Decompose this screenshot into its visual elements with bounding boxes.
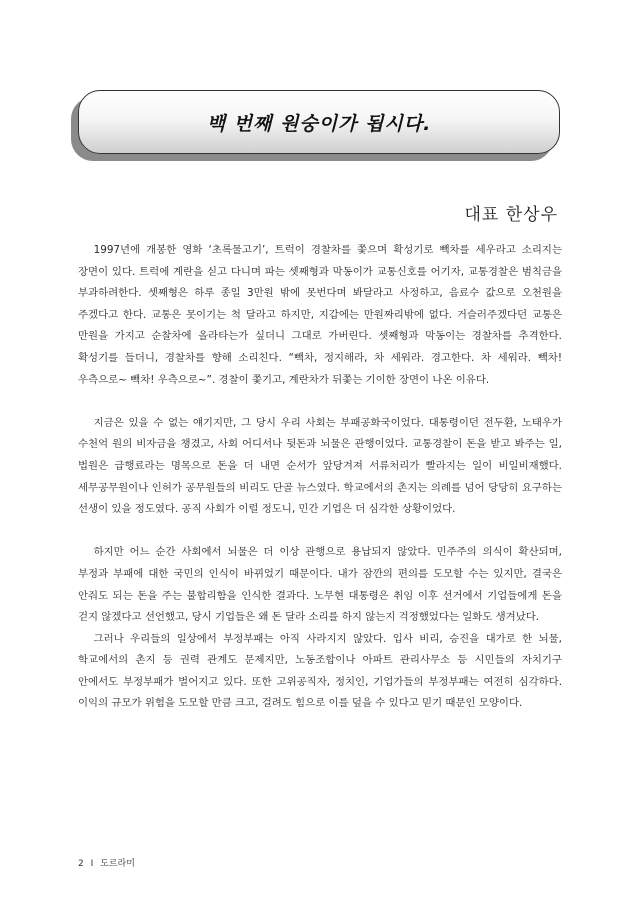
page-footer <box>78 856 139 869</box>
page-number: 2 <box>78 859 84 869</box>
footer-separator: I <box>90 859 94 869</box>
publication-name: 도르라미 <box>100 859 135 869</box>
paragraph-2: 지금은 있을 수 없는 얘기지만, 그 당시 우리 사회는 부패공화국이었다. 대통령이던 전두환, 노태우가 수천억 원의 비자금을 챙겼고, 사회 어디서나 뒷돈과 뇌물은 관행이었다. 교통경찰이 돈을 받고 봐주는 일, 법원은 급행료라는 명목으로 돈을 더 내면 순서가 앞당겨져 서류처리가 빨라지는 일이 비일비재했다. 세무공무원이나 인허가 공무원들의 비리도 단골 뉴스였다. 학교에서의 촌지는 의례를 넘어 당당히 요구하는 선생이 있을 정도였다. 공직 사회가 이럴 정도니, 민간 기업은 더 심각한 상황이었다. <box>78 416 562 516</box>
paragraph-1: 1997년에 개봉한 영화 ‘초록물고기’, 트럭이 경찰차를 쫓으며 확성기로 빽차를 세우라고 소리지는 장면이 있다. 트럭에 계란을 싣고 다니며 파는 셋째형과 막동이가 교통신호를 어기자, 교통경찰은 범칙금을 부과하려한다. 셋째형은 하루 종일 3만원 밖에 못번다며 봐달라고 사정하고, 음료수 값으로 오천원을 주겠다고 한다. 교통은 못이기는 척 달라고 하지만, 지갑에는 만원짜리밖에 없다. 거슬러주겠다던 교통은 만원을 가지고 순찰차에 올라타는가 싶더니 그대로 가버린다. 셋째형과 막동이는 경찰차를 추격한다. 확성기를 들더니, 경찰차를 향해 소리친다. “빽차, 정지해라, 차 세워라. 경고한다. 차 세워라. 빽차! 우측으로~ 빽차! 우측으로~”. 경찰이 쫓기고, 계란차가 뒤쫓는 기이한 장면이 나온 이유다. <box>78 244 562 386</box>
paragraph-4: 그러나 우리들의 일상에서 부정부패는 아직 사라지지 않았다. 입사 비리, 승진을 대가로 한 뇌물, 학교에서의 촌지 등 권력 관계도 문제지만, 노동조합이나 아파트 관리사무소 등 시민들의 자치기구 안에서도 부정부패가 벌어지고 있다. 또한 고위공직자, 정치인, 기업가들의 부정부패는 여전히 심각하다. 이익의 규모가 위험을 도모할 만큼 크고, 걸려도 힘으로 이를 덮을 수 있다고 믿기 때문인 모양이다. <box>78 632 562 710</box>
paragraph-3: 하지만 어느 순간 사회에서 뇌물은 더 이상 관행으로 용납되지 않았다. 민주주의 의식이 확산되며, 부정과 부패에 대한 국민의 인식이 바뀌었기 때문이다. 내가 잠깐의 편의를 도모할 수는 있지만, 결국은 안줘도 되는 돈을 주는 불합리함을 인식한 결과다. 노무현 대통령은 취임 이후 선거에서 기업들에게 돈을 걷지 않겠다고 선언했고, 당시 기업들은 왜 돈 달라 소리를 하지 않는지 걱정했었다는 일화도 생겨났다. <box>78 546 562 624</box>
article-body <box>78 240 562 715</box>
title-box <box>78 90 560 154</box>
page-title: 백 번째 원숭이가 됩시다. <box>206 112 432 135</box>
author-line: 대표 한상우 <box>464 205 558 225</box>
